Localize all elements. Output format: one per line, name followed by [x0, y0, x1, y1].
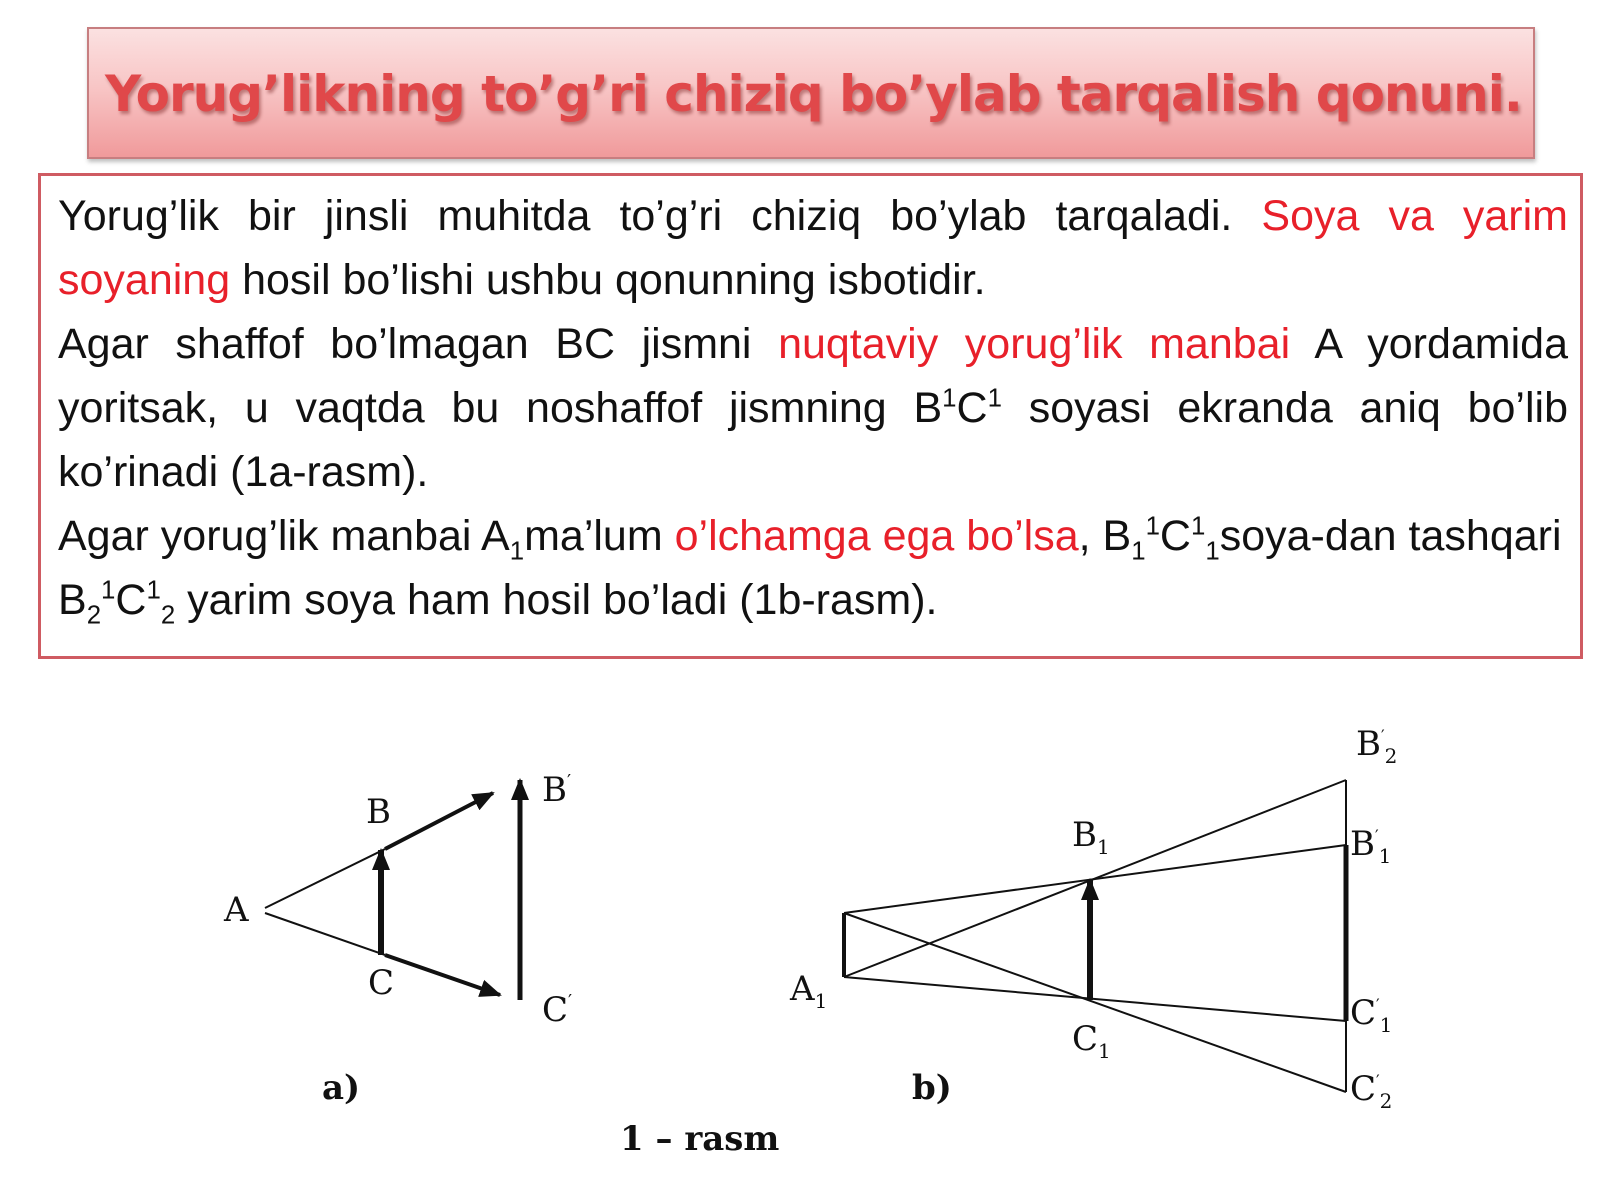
p3-highlight: o’lchamga ega bo’lsa	[674, 512, 1079, 560]
p1-text: Yorug’lik bir jinsli muhitda to’g’ri chiziq bo’ylab tarqaladi.	[58, 192, 1262, 240]
p3-c2-sup: 1	[146, 576, 161, 605]
p2-highlight: nuqtaviy yorug’lik manbai	[778, 320, 1291, 368]
p2-shadow-b-sup: 1	[942, 384, 957, 413]
ray-top-to-c2prime	[844, 913, 1346, 1092]
p3-b-sub: 1	[1131, 537, 1146, 566]
p3-text: Agar yorug’lik manbai A	[58, 512, 510, 560]
p3-text-4: soya-dan tashqari B	[58, 512, 1562, 624]
p3-c-sup: 1	[1190, 512, 1206, 541]
ray-b-bprime-arrow	[385, 793, 493, 849]
p3-c2: C	[115, 576, 147, 624]
ray-c-cprime-arrow	[385, 955, 500, 995]
p3-b-sup: 1	[1145, 512, 1160, 541]
p3-text-2: ma’lum	[524, 512, 675, 560]
ray-bottom-to-c1prime	[844, 977, 1346, 1021]
p2-shadow-c-sup: 1	[987, 384, 1002, 413]
label-bprime: B′	[542, 770, 572, 810]
label-c2prime: $C'_2$	[1350, 1069, 1393, 1113]
label-b1prime: $B'_1$	[1350, 824, 1392, 868]
label-b2prime: $B'_2$	[1356, 724, 1398, 768]
label-c1: $C_1$	[1072, 1019, 1111, 1063]
figure-caption: 1 – rasm	[620, 1119, 780, 1159]
p3-c2-sub: 2	[160, 601, 176, 630]
paragraph-3	[58, 504, 1568, 632]
p2-text: Agar shaffof bo’lmagan BC jismni	[58, 320, 779, 368]
ray-a-b	[265, 849, 385, 908]
ray-bottom-to-b2prime	[844, 780, 1346, 977]
p3-b2-sub: 2	[86, 601, 102, 630]
p3-text-3: , B	[1078, 512, 1132, 560]
caption-b: b)	[912, 1068, 952, 1108]
p1-highlight: Soya va yarim soyaning	[58, 192, 1568, 304]
p3-c-sub: 1	[1205, 537, 1220, 566]
slide-title: Yorug’likning to’g’ri chiziq bo’ylab tarqalish qonuni.	[105, 65, 1522, 123]
p2-text-mid: A yordamida yoritsak, u vaqtda bu noshaffof jismning	[58, 320, 1568, 432]
ray-a-c	[265, 913, 385, 955]
figure-1	[0, 700, 1600, 1180]
label-a: A	[224, 890, 249, 930]
label-b: B	[366, 792, 391, 832]
p3-a-sub: 1	[509, 537, 525, 566]
caption-a: a)	[322, 1068, 361, 1108]
label-c: C	[368, 963, 395, 1003]
label-cprime: C′	[542, 990, 573, 1030]
figure-a	[223, 770, 572, 1108]
label-b1: $B_1$	[1072, 815, 1110, 859]
p2-shadow-b: B	[913, 384, 943, 432]
label-a1: $A_1$	[790, 969, 828, 1013]
paragraph-1	[58, 184, 1568, 312]
p2-text-end: soyasi ekranda aniq bo’lib ko’rinadi (1a-rasm).	[58, 384, 1568, 496]
p2-shadow-c: C	[956, 384, 988, 432]
figure-b	[789, 724, 1397, 1113]
p3-b2-sup: 1	[101, 576, 116, 605]
title-banner	[87, 27, 1535, 159]
text-box	[38, 173, 1583, 659]
p3-c: C	[1159, 512, 1191, 560]
paragraph-2	[58, 312, 1568, 504]
label-c1prime: $C'_1$	[1350, 993, 1393, 1037]
body-text	[58, 184, 1568, 632]
p3-text-end: yarim soya ham hosil bo’ladi (1b-rasm).	[175, 576, 938, 624]
p1-text-end: hosil bo’lishi ushbu qonunning isbotidir.	[230, 256, 986, 304]
